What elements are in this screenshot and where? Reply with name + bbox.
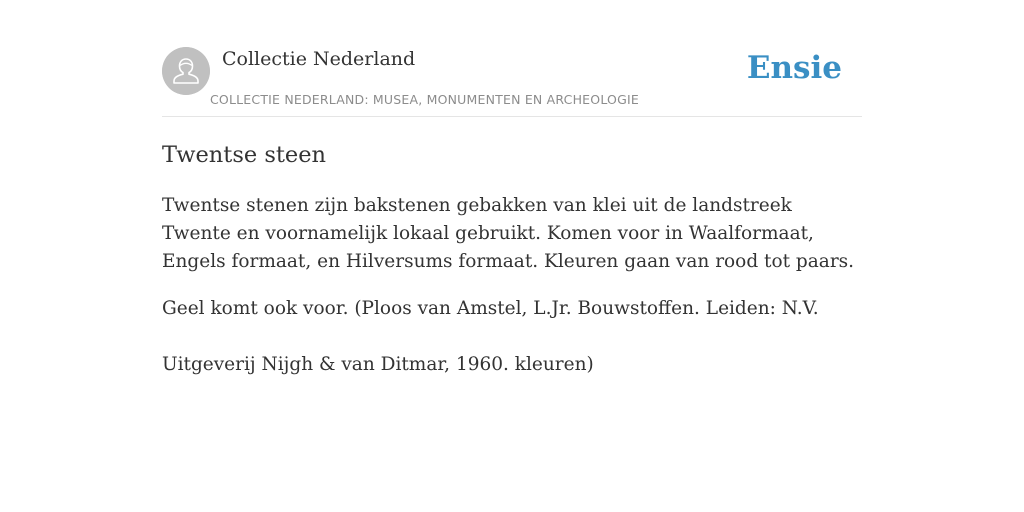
article-paragraph: Geel komt ook voor. (Ploos van Amstel, L.Jr. Bouwstoffen. Leiden: N.V. [162, 298, 819, 319]
article-body [162, 192, 862, 398]
page-header [162, 46, 862, 117]
article-paragraph: Twentse stenen zijn bakstenen gebakken van klei uit de landstreek Twente en voornamelijk lokaal gebruikt. Komen voor in Waalformaat, Engels formaat, en Hilversums formaat. Kleuren gaan van rood tot paars. [162, 195, 855, 272]
author-avatar[interactable] [162, 47, 210, 95]
article-paragraph: Uitgeverij Nijgh & van Ditmar, 1960. kleuren) [162, 354, 594, 375]
article-title: Twentse steen [162, 142, 327, 168]
user-silhouette-icon [162, 47, 210, 95]
ensie-logo[interactable]: Ensie [746, 50, 842, 86]
author-name-link[interactable]: Collectie Nederland [222, 48, 416, 70]
collection-link[interactable]: COLLECTIE NEDERLAND: MUSEA, MONUMENTEN EN ARCHEOLOGIE [210, 92, 639, 107]
